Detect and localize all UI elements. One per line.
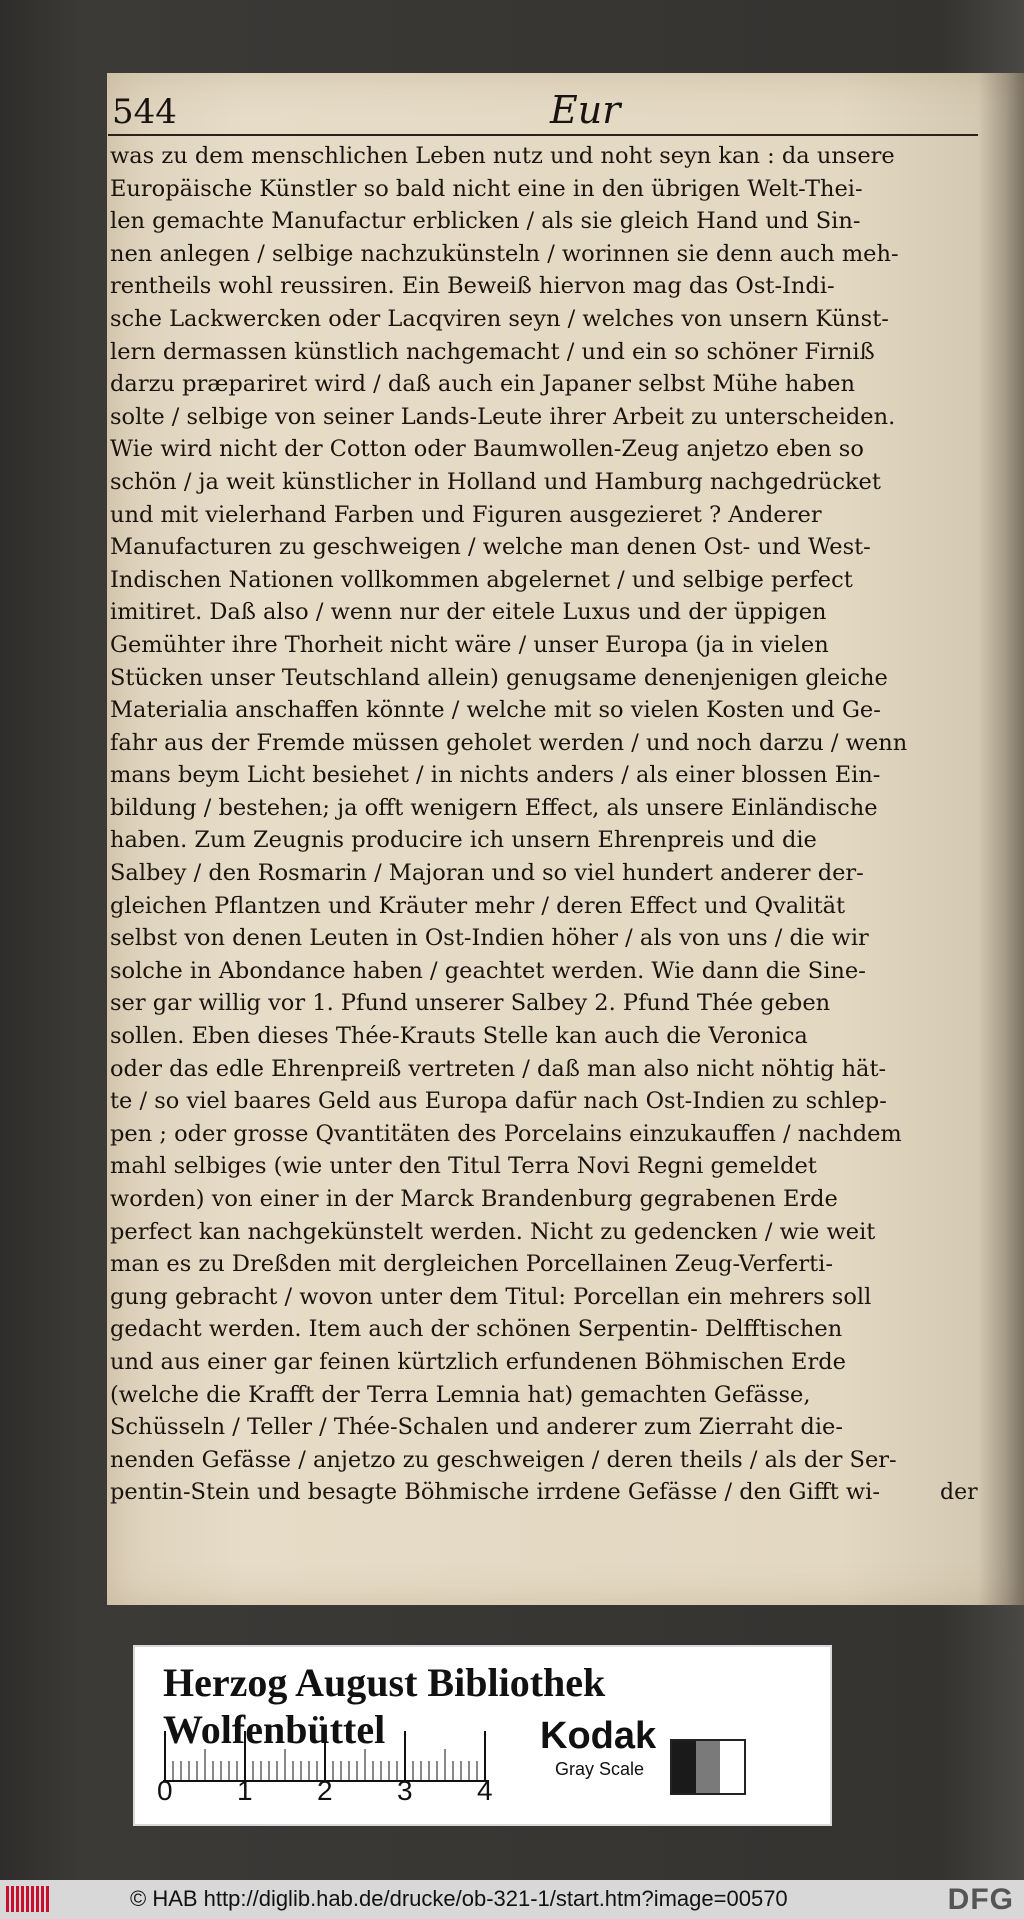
text-line: Materialia anschaffen könnte / welche mit so vielen Kosten und Ge- <box>110 697 881 724</box>
text-line: sche Lackwercken oder Lacqviren seyn / welches von unsern Künst- <box>110 305 889 332</box>
text-line: len gemachte Manufactur erblicken / als sie gleich Hand und Sin- <box>110 208 861 235</box>
hab-logo-icon <box>6 1886 50 1912</box>
ruler-number: 0 <box>157 1775 173 1806</box>
ruler-number: 3 <box>397 1775 413 1806</box>
text-line: Stücken unser Teutschland allein) genugsame denenjenigen gleiche <box>110 664 888 691</box>
kodak-brand: Kodak <box>540 1715 657 1757</box>
text-line: nen anlegen / selbige nachzukünsteln / worinnen sie denn auch meh- <box>110 240 899 267</box>
footer-credit: © HAB http://diglib.hab.de/drucke/ob-321-1/start.htm?image=00570 <box>130 1886 788 1911</box>
page-gutter-shadow <box>978 73 1024 1605</box>
text-line: gleichen Pflantzen und Kräuter mehr / deren Effect und Qvalität <box>110 892 846 919</box>
dfg-logo: DFG <box>947 1883 1014 1916</box>
text-line: Schüsseln / Teller / Thée-Schalen und anderer zum Zierraht die- <box>110 1414 843 1441</box>
library-name: Herzog August Bibliothek Wolfenbüttel <box>163 1660 606 1752</box>
text-line: pentin-Stein und besagte Böhmische irrdene Gefässe / den Gifft wi- <box>110 1479 880 1506</box>
gray-scale-label: Gray Scale <box>555 1759 645 1779</box>
text-line: sollen. Eben dieses Thée-Krauts Stelle kan auch die Veronica <box>110 1023 808 1050</box>
body-text <box>110 140 980 1509</box>
text-line: schön / ja weit künstlicher in Holland und Hamburg nachgedrücket <box>110 468 881 495</box>
text-line: lern dermassen künstlich nachgemacht / und ein so schöner Firniß <box>110 338 875 365</box>
text-line: perfect kan nachgekünstelt werden. Nicht zu gedencken / wie weit <box>110 1218 876 1245</box>
text-line: mahl selbiges (wie unter den Titul Terra Novi Regni gemeldet <box>110 1153 817 1180</box>
ruler-number: 2 <box>317 1775 333 1806</box>
gray-patch <box>696 1741 720 1793</box>
text-line: nenden Gefässe / anjetzo zu geschweigen / deren theils / als der Ser- <box>110 1446 897 1473</box>
gray-scale-patches <box>670 1739 746 1795</box>
text-line: imitiret. Daß also / wenn nur der eitele Luxus und der üppigen <box>110 599 827 626</box>
text-line: ser gar willig vor 1. Pfund unserer Salbey 2. Pfund Thée geben <box>110 990 831 1017</box>
text-line: man es zu Dreßden mit dergleichen Porcellainen Zeug-Verferti- <box>110 1251 833 1278</box>
text-line: solche in Abondance haben / geachtet werden. Wie dann die Sine- <box>110 957 866 984</box>
running-head: Eur <box>550 88 621 132</box>
footer-bar <box>0 1880 1024 1919</box>
text-line: Gemühter ihre Thorheit nicht wäre / unser Europa (ja in vielen <box>110 631 829 658</box>
header-rule <box>108 134 978 136</box>
text-line: fahr aus der Fremde müssen geholet werden / und noch darzu / wenn <box>110 729 908 756</box>
text-line: was zu dem menschlichen Leben nutz und noht seyn kan : da unsere <box>110 143 895 169</box>
page-number: 544 <box>112 92 177 132</box>
text-line: haben. Zum Zeugnis producire ich unsern Ehrenpreis und die <box>110 827 817 854</box>
text-line: gedacht werden. Item auch der schönen Serpentin- Delfftischen <box>110 1316 843 1343</box>
text-line: worden) von einer in der Marck Brandenburg gegrabenen Erde <box>110 1186 838 1212</box>
text-line: (welche die Krafft der Terra Lemnia hat) gemachten Gefässe, <box>110 1381 811 1408</box>
text-line: oder das edle Ehrenpreiß vertreten / daß man also nicht nöhtig hät- <box>110 1055 887 1082</box>
text-line: Europäische Künstler so bald nicht eine in den übrigen Welt-Thei- <box>110 175 863 202</box>
text-line: und aus einer gar feinen kürtzlich erfundenen Böhmischen Erde <box>110 1348 846 1375</box>
gray-patch <box>720 1741 744 1793</box>
gray-patch <box>672 1741 696 1793</box>
text-line: Wie wird nicht der Cotton oder Baumwollen-Zeug anjetzo eben so <box>110 436 864 463</box>
catchword: der <box>940 1480 978 1505</box>
text-line: te / so viel baares Geld aus Europa dafür nach Ost-Indien zu schlep- <box>110 1088 887 1115</box>
ruler-number: 4 <box>477 1775 493 1806</box>
text-line: bildung / bestehen; ja offt wenigern Effect, als unsere Einländische <box>110 794 878 821</box>
text-line: gung gebracht / wovon unter dem Titul: Porcellan ein mehrers soll <box>110 1283 872 1310</box>
text-line: mans beym Licht besiehet / in nichts anders / als einer blossen Ein- <box>110 762 881 789</box>
text-line: pen ; oder grosse Qvantitäten des Porcelains einzukauffen / nachdem <box>110 1120 902 1147</box>
text-line: selbst von denen Leuten in Ost-Indien höher / als von uns / die wir <box>110 925 869 952</box>
text-line: und mit vielerhand Farben und Figuren ausgezieret ? Anderer <box>110 501 822 528</box>
text-line: darzu præpariret wird / daß auch ein Japaner selbst Mühe haben <box>110 371 855 398</box>
text-line: Manufacturen zu geschweigen / welche man denen Ost- und West- <box>110 534 871 561</box>
text-line: Indischen Nationen vollkommen abgelernet / und selbige perfect <box>110 566 853 593</box>
text-line: rentheils wohl reussiren. Ein Beweiß hiervon mag das Ost-Indi- <box>110 273 835 300</box>
scan-label-card <box>133 1645 832 1826</box>
text-line: solte / selbige von seiner Lands-Leute ihrer Arbeit zu unterscheiden. <box>110 403 896 430</box>
text-line: Salbey / den Rosmarin / Majoran und so viel hundert anderer der- <box>110 860 864 887</box>
ruler-number: 1 <box>237 1775 253 1806</box>
